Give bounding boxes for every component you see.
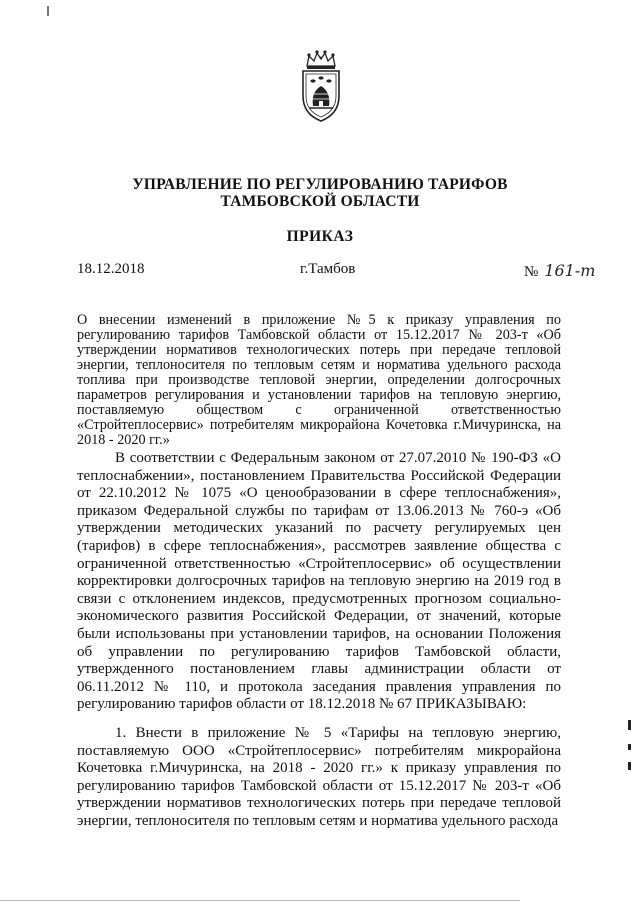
preamble-paragraph: В соответствии с Федеральным законом от 27.07.2010 № 190-ФЗ «О теплоснабжении», постановлением Правительства Российской Федерации от 22.10.2012 № 1075 «О ценообразовании в сфере теплоснабжения», приказом Федеральной службы по тарифам от 13.06.2013 № 760-э «Об утверждении методических указаний по расчету регулируемых цен (тарифов) в сфере теплоснабжения», рассмотрев заявление общества с ограниченной ответственностью «Стройтеплосервис» об осуществлении корректировки долгосрочных тарифов на тепловую энергию на 2019 год в связи с отклонением индексов, предусмотренных прогнозом социально-экономического развития Российской Федерации, от значений, которые были использованы при установлении тарифов, на основании Положения об управлении по регулированию тарифов Тамбовской области, утвержденного постановлением главы администрации области от 06.11.2012 № 110, и протокола заседания правления управления по регулированию тарифов области от 18.12.2018 № 67 ПРИКАЗЫВАЮ: xyxy=(77,450,561,713)
handwritten-number: 161-т xyxy=(544,261,596,280)
scan-edge-mark xyxy=(628,744,631,750)
page-bottom-edge xyxy=(0,900,520,901)
document-type-title: ПРИКАЗ xyxy=(286,228,354,245)
scan-mark xyxy=(47,6,49,16)
coat-of-arms-emblem xyxy=(297,48,345,124)
organization-name: УПРАВЛЕНИЕ ПО РЕГУЛИРОВАНИЮ ТАРИФОВ xyxy=(132,176,508,193)
document-date: 18.12.2018 xyxy=(77,261,145,277)
scan-edge-mark xyxy=(628,720,631,730)
document-city: г.Тамбов xyxy=(300,261,356,277)
number-label: № xyxy=(524,264,539,280)
organization-region: ТАМБОВСКОЙ ОБЛАСТИ xyxy=(220,193,420,210)
document-number xyxy=(524,261,595,281)
order-clause-1: 1. Внести в приложение № 5 «Тарифы на тепловую энергию, поставляемую ООО «Стройтеплосервис» потребителям микрорайона Кочетовка г.Мичуринска, на 2018 - 2020 гг.» к приказу управления по регулированию тарифов Тамбовской области от 15.12.2017 № 203-т «Об утверждении нормативов технологических потерь при передаче тепловой энергии, теплоносителя по тепловым сетям и норматива удельного расхода xyxy=(77,725,561,829)
order-subject: О внесении изменений в приложение №5 к приказу управления по регулированию тарифов Тамбовской области от 15.12.2017 № 203-т «Об утверждении нормативов технологических потерь при передаче тепловой энергии, теплоносителя по тепловым сетям и норматива удельного расхода топлива при производстве тепловой энергии, определении долгосрочных параметров регулирования и установлении тарифов на тепловую энергию, поставляемую обществом с ограниченной ответственностью «Стройтеплосервис» потребителям микрорайона Кочетовка г.Мичуринска, на 2018 - 2020 гг.» xyxy=(77,312,561,448)
scan-edge-mark xyxy=(628,762,631,770)
